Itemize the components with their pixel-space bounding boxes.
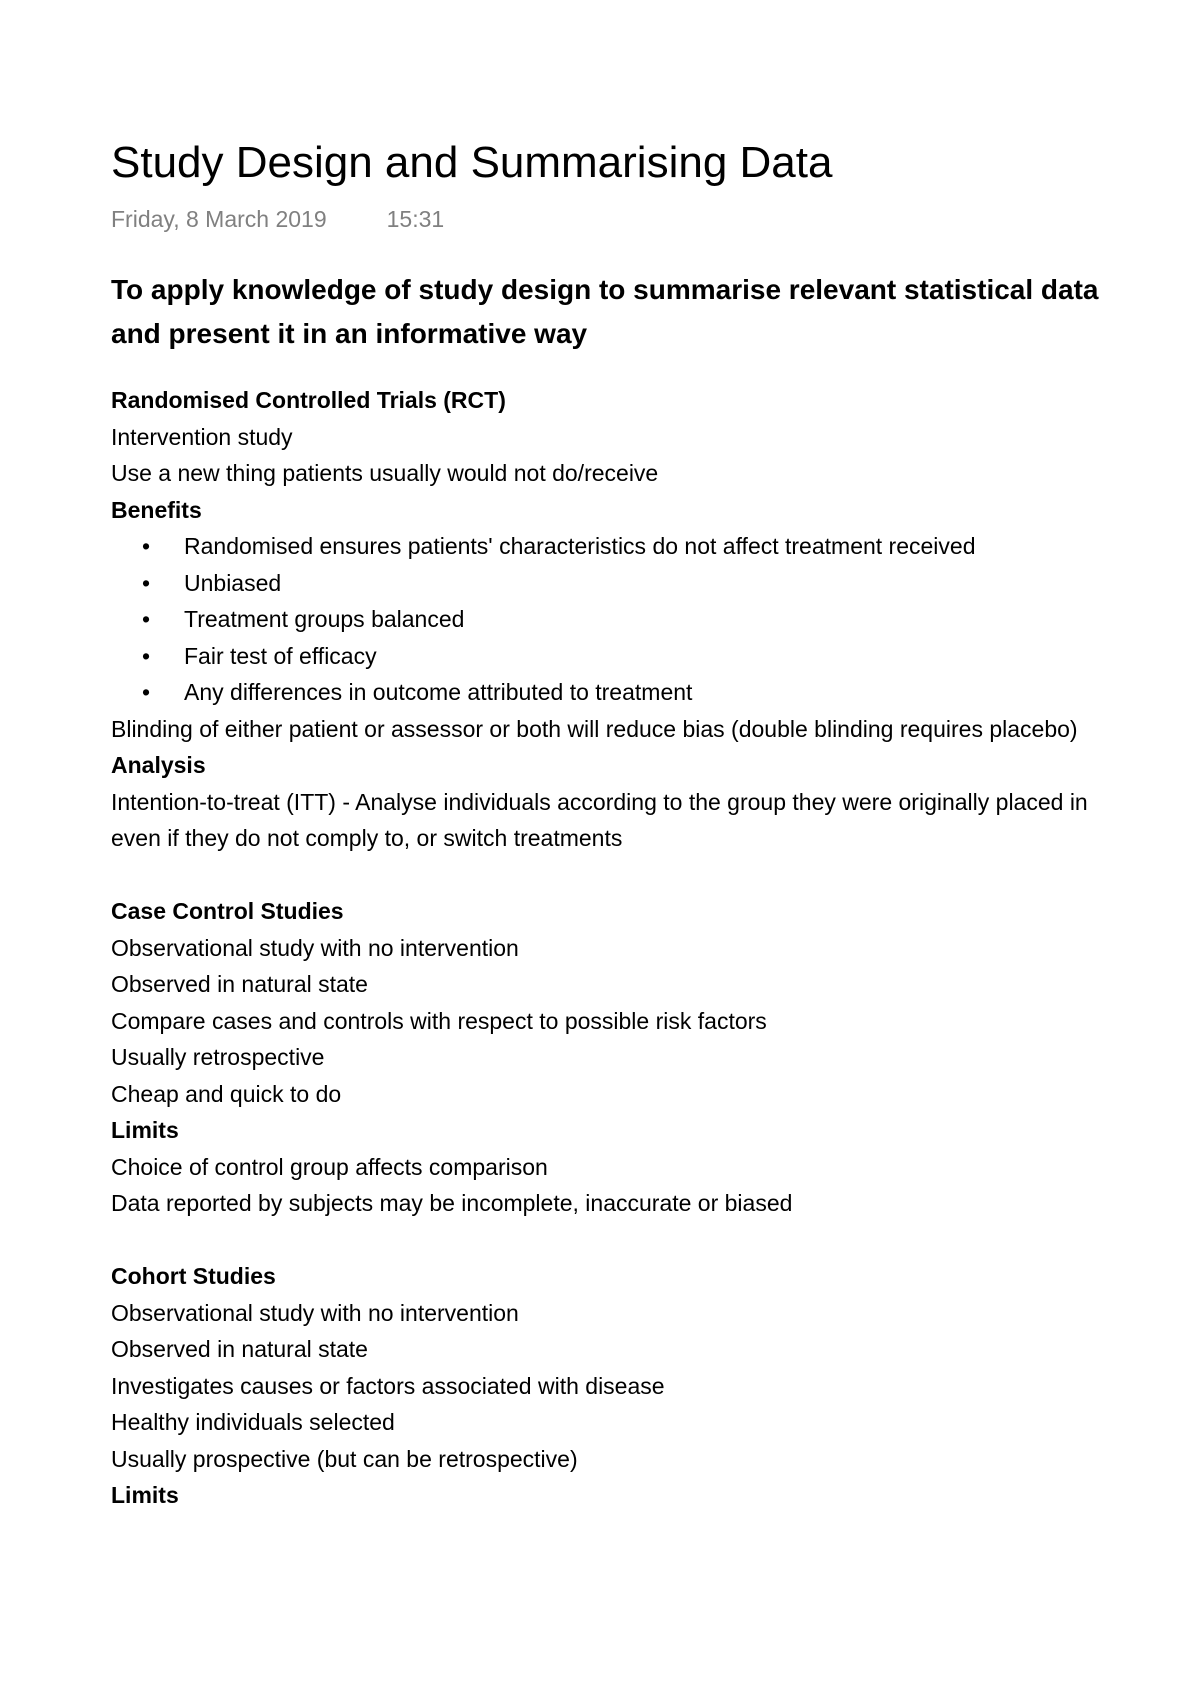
case-control-heading: Case Control Studies	[111, 898, 344, 924]
bullet-icon: •	[142, 569, 151, 596]
rct-line: Use a new thing patients usually would not do/receive	[111, 460, 659, 486]
bullet-icon: •	[142, 679, 151, 705]
rct-benefits-list	[111, 528, 1141, 711]
list-item	[111, 638, 1141, 675]
rct-section	[111, 382, 1141, 857]
list-item-text: Any differences in outcome attributed to treatment	[184, 679, 693, 705]
page	[111, 134, 1141, 1514]
cohort-line: Observational study with no intervention	[111, 1299, 519, 1326]
list-item	[111, 674, 1141, 711]
list-item-text: Treatment groups balanced	[184, 606, 465, 632]
cohort-section	[111, 1258, 1141, 1514]
rct-benefits-heading: Benefits	[111, 496, 202, 523]
rct-blinding: Blinding of either patient or assessor or both will reduce bias (double blinding requires placebo)	[111, 715, 1078, 742]
list-item	[111, 528, 1141, 565]
case-control-limit: Data reported by subjects may be incomplete, inaccurate or biased	[111, 1190, 793, 1216]
spacer	[111, 857, 1141, 894]
list-item	[111, 601, 1141, 638]
rct-heading: Randomised Controlled Trials (RCT)	[111, 387, 506, 413]
case-control-limit: Choice of control group affects comparison	[111, 1153, 548, 1180]
page-date: Friday, 8 March 2019	[111, 206, 327, 232]
list-item-text: Unbiased	[184, 569, 282, 596]
cohort-line: Observed in natural state	[111, 1336, 368, 1362]
case-control-limits-heading: Limits	[111, 1117, 179, 1143]
rct-analysis: Intention-to-treat (ITT) - Analyse individuals according to the group they were originally placed in even if they do not comply to, or switch treatments	[111, 788, 1088, 851]
case-control-line: Compare cases and controls with respect to possible risk factors	[111, 1007, 767, 1034]
list-item	[111, 565, 1141, 602]
page-time: 15:31	[386, 206, 445, 232]
cohort-heading: Cohort Studies	[111, 1263, 276, 1289]
case-control-line: Observational study with no intervention	[111, 934, 519, 961]
case-control-line: Observed in natural state	[111, 971, 368, 997]
case-control-section	[111, 893, 1141, 1222]
objective-heading: To apply knowledge of study design to summarise relevant statistical data and present it in an informative way	[111, 274, 1099, 349]
cohort-line: Usually prospective (but can be retrospective)	[111, 1445, 578, 1472]
cohort-limits-heading: Limits	[111, 1482, 179, 1508]
bullet-icon: •	[142, 642, 151, 669]
cohort-line: Investigates causes or factors associated with disease	[111, 1372, 665, 1399]
page-meta	[111, 204, 1141, 234]
rct-analysis-heading: Analysis	[111, 752, 206, 778]
bullet-icon: •	[142, 533, 151, 559]
list-item-text: Fair test of efficacy	[184, 642, 377, 669]
spacer	[111, 1222, 1141, 1259]
case-control-line: Cheap and quick to do	[111, 1080, 342, 1107]
list-item-text: Randomised ensures patients' characteristics do not affect treatment received	[184, 533, 976, 559]
rct-line: Intervention study	[111, 423, 293, 450]
bullet-icon: •	[142, 606, 151, 632]
cohort-line: Healthy individuals selected	[111, 1409, 395, 1435]
page-title: Study Design and Summarising Data	[111, 138, 833, 187]
case-control-line: Usually retrospective	[111, 1044, 325, 1070]
